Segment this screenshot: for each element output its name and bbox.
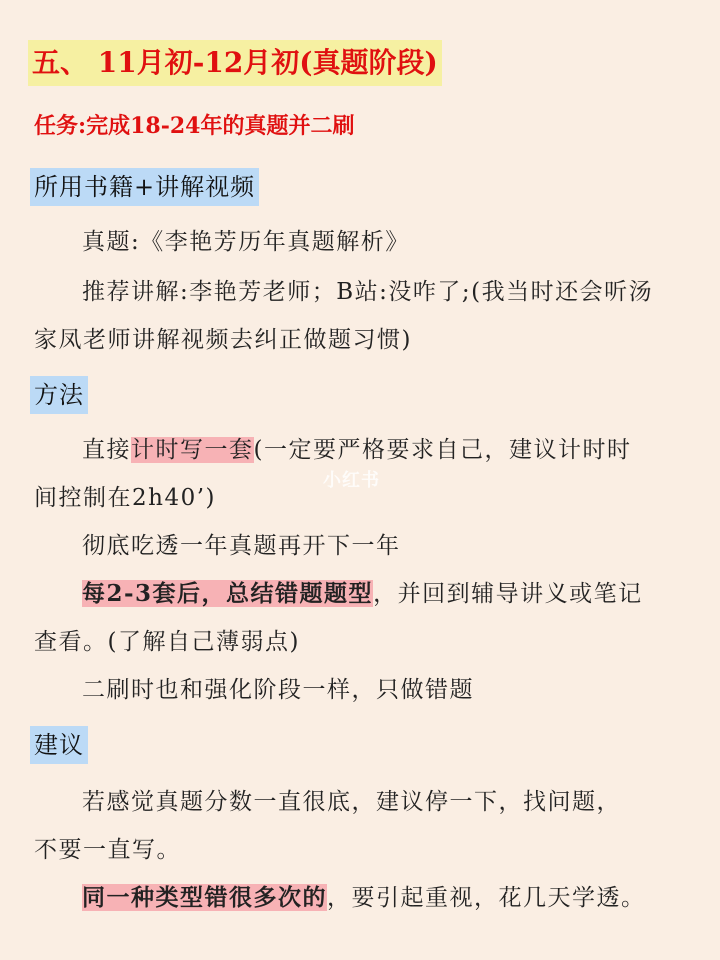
advice-point-2 [82, 878, 646, 918]
books-line-1: 真题:《李艳芳历年真题解析》 [82, 229, 410, 255]
books-line-2: 推荐讲解:李艳芳老师；B站:没咋了;(我当时还会听汤 [82, 279, 654, 305]
method-point-4: 二刷时也和强化阶段一样，只做错题 [82, 677, 474, 703]
task-line: 任务:完成18-24年的真题并二刷 [34, 113, 355, 139]
advice-point-2-highlight: 同一种类型错很多次的 [82, 884, 327, 911]
method-point-2: 彻底吃透一年真题再开下一年 [82, 533, 401, 559]
method-point-3-post: ，并回到辅导讲义或笔记 [373, 581, 643, 607]
page-title: 五、 11月初-12月初(真题阶段) [28, 40, 442, 86]
advice-point-1: 若感觉真题分数一直很底，建议停一下，找问题， [82, 789, 621, 815]
method-point-3 [82, 574, 643, 614]
method-point-1 [82, 430, 631, 470]
advice-point-2-post: ，要引起重视，花几天学透。 [327, 885, 646, 911]
method-point-1-pre: 直接 [82, 437, 131, 463]
method-point-3-cont: 查看。(了解自己薄弱点) [34, 629, 300, 655]
method-point-1-cont: 间控制在2h40’) [34, 485, 216, 511]
section-heading-advice: 建议 [30, 726, 88, 764]
xiaohongshu-watermark: 小红书 [323, 470, 380, 491]
advice-point-1-cont: 不要一直写。 [34, 837, 181, 863]
section-heading-books: 所用书籍+讲解视频 [30, 168, 259, 206]
method-point-1-post: (一定要严格要求自己，建议计时时 [253, 437, 632, 463]
method-point-3-highlight: 每2-3套后，总结错题题型 [82, 580, 374, 607]
method-point-1-highlight: 计时写一套 [131, 437, 254, 463]
books-line-2-cont: 家凤老师讲解视频去纠正做题习惯) [34, 327, 412, 353]
section-heading-method: 方法 [30, 376, 88, 414]
